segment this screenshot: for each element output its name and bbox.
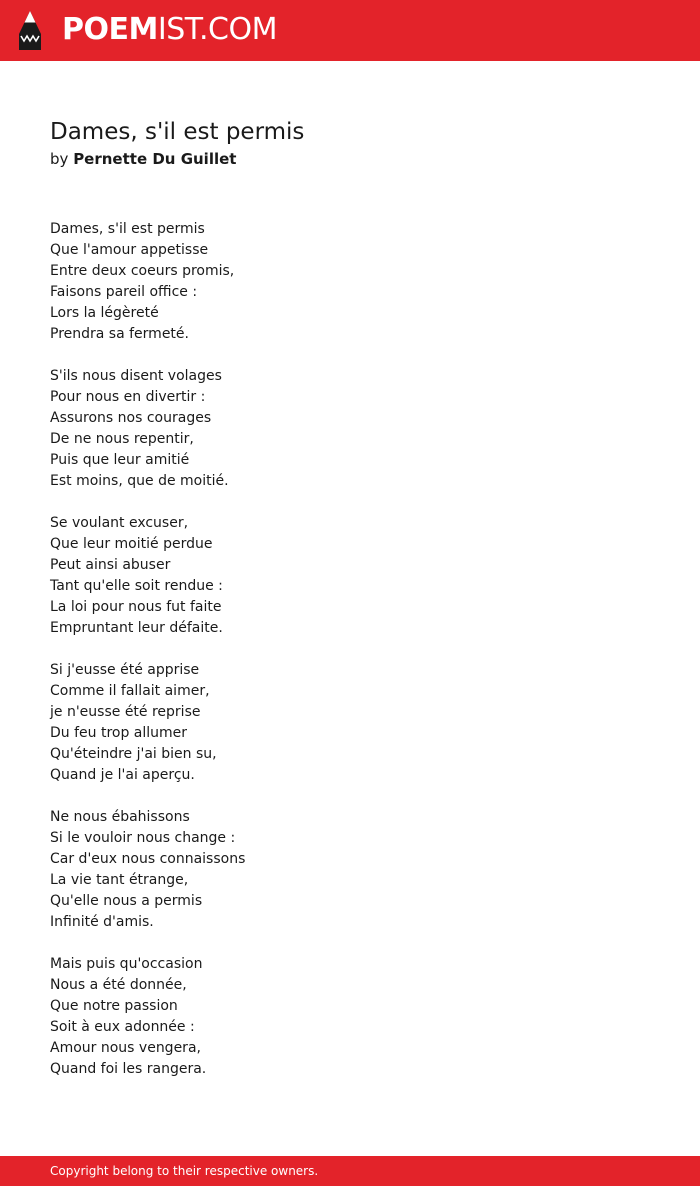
poem-line: Peut ainsi abuser: [50, 557, 171, 573]
poem-line: Est moins, que de moitié.: [50, 473, 229, 489]
poem-line: Prendra sa fermeté.: [50, 326, 189, 342]
stanza: [50, 513, 650, 639]
poem-line: Entre deux coeurs promis,: [50, 263, 235, 279]
poem-line: La loi pour nous fut faite: [50, 599, 222, 615]
brand-light: IST.COM: [157, 12, 277, 47]
stanza: [50, 660, 650, 786]
poem-line: Soit à eux adonnée :: [50, 1019, 195, 1035]
pencil-tip-icon[interactable]: [17, 10, 43, 51]
stanza: [50, 219, 650, 345]
stanza: [50, 366, 650, 492]
poem-line: Car d'eux nous connaissons: [50, 851, 246, 867]
by-label: by: [50, 150, 69, 168]
poem-line: Puis que leur amitié: [50, 452, 190, 468]
poem-line: Pour nous en divertir :: [50, 389, 206, 405]
poem-line: Mais puis qu'occasion: [50, 956, 203, 972]
poem-line: Qu'éteindre j'ai bien su,: [50, 746, 217, 762]
poem-line: Que notre passion: [50, 998, 178, 1014]
poem-line: Empruntant leur défaite.: [50, 620, 223, 636]
poem-line: Infinité d'amis.: [50, 914, 154, 930]
poem-title: Dames, s'il est permis: [50, 119, 305, 145]
author-name: Pernette Du Guillet: [73, 150, 237, 168]
poem-line: S'ils nous disent volages: [50, 368, 222, 384]
poem-line: Si le vouloir nous change :: [50, 830, 236, 846]
poem-line: La vie tant étrange,: [50, 872, 189, 888]
poem-line: je n'eusse été reprise: [50, 704, 201, 720]
poem-line: Dames, s'il est permis: [50, 221, 205, 237]
poem-line: Assurons nos courages: [50, 410, 212, 426]
poem-line: Si j'eusse été apprise: [50, 662, 200, 678]
poem-line: Que l'amour appetisse: [50, 242, 209, 258]
poem-line: Nous a été donnée,: [50, 977, 187, 993]
poem-line: Quand foi les rangera.: [50, 1061, 207, 1077]
byline: [50, 149, 236, 169]
poem-line: Quand je l'ai aperçu.: [50, 767, 195, 783]
poem-line: Faisons pareil office :: [50, 284, 198, 300]
site-logo[interactable]: [62, 12, 277, 48]
poem-line: Lors la légèreté: [50, 305, 159, 321]
poem-line: Se voulant excuser,: [50, 515, 189, 531]
poem-line: De ne nous repentir,: [50, 431, 194, 447]
poem-line: Tant qu'elle soit rendue :: [50, 578, 223, 594]
site-header: [0, 0, 700, 61]
poem-line: Du feu trop allumer: [50, 725, 188, 741]
copyright-text: Copyright belong to their respective owners.: [50, 1164, 319, 1178]
poem-line: Ne nous ébahissons: [50, 809, 190, 825]
brand-bold: POEM: [62, 12, 158, 47]
poem-line: Amour nous vengera,: [50, 1040, 201, 1056]
stanza: [50, 954, 650, 1080]
poem-line: Que leur moitié perdue: [50, 536, 213, 552]
poem-line: Comme il fallait aimer,: [50, 683, 210, 699]
poem-body: [50, 219, 650, 1101]
site-footer: [0, 1156, 700, 1186]
stanza: [50, 807, 650, 933]
poem-line: Qu'elle nous a permis: [50, 893, 203, 909]
